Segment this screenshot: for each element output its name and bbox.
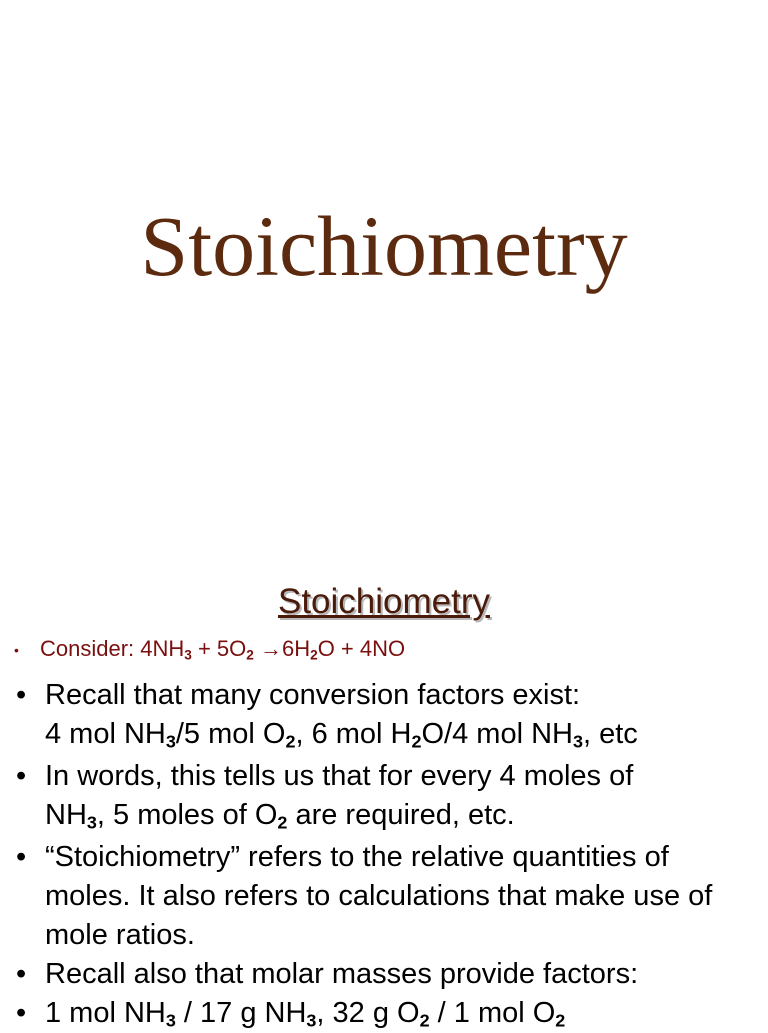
consider-equation: Consider: $4NH_3 + 5O_2 \to 6H_2O + 4NO$ bbox=[40, 636, 406, 663]
bullet-list bbox=[16, 676, 756, 1033]
bullet-icon: • bbox=[16, 958, 27, 990]
slide-title: Stoichiometry bbox=[140, 198, 628, 294]
consider-line bbox=[14, 634, 754, 666]
bullet-text: Recall also that molar masses provide factors: bbox=[45, 958, 639, 990]
bullet-text: Recall that many conversion factors exist: 4 mol $NH_3/5$ mol $O_2$, 6 mol $H_2O/4$ mol $NH_3$, etc bbox=[45, 679, 638, 752]
slide-heading: Stoichiometry bbox=[277, 582, 491, 621]
list-item bbox=[16, 676, 756, 754]
list-item bbox=[16, 955, 756, 994]
content-slide bbox=[0, 560, 768, 1031]
list-item bbox=[16, 994, 756, 1033]
bullet-text: In words, this tells us that for every 4 moles of $NH_3$, 5 moles of $O_2$ are required, etc. bbox=[45, 760, 634, 833]
bullet-icon: • bbox=[16, 760, 27, 792]
list-item bbox=[16, 838, 756, 955]
bullet-text: “Stoichiometry” refers to the relative quantities of moles. It also refers to calculations that make use of mole ratios. bbox=[45, 841, 713, 951]
bullet-icon: • bbox=[14, 642, 19, 658]
bullet-icon: • bbox=[16, 841, 27, 873]
bullet-icon: • bbox=[16, 679, 27, 711]
bullet-icon: • bbox=[16, 997, 27, 1029]
bullet-text: 1 mol $NH_3 / 17$ g $NH_3$, 32 g $O_2 / 1$ mol $O_2$ bbox=[45, 997, 566, 1031]
list-item bbox=[16, 757, 756, 835]
